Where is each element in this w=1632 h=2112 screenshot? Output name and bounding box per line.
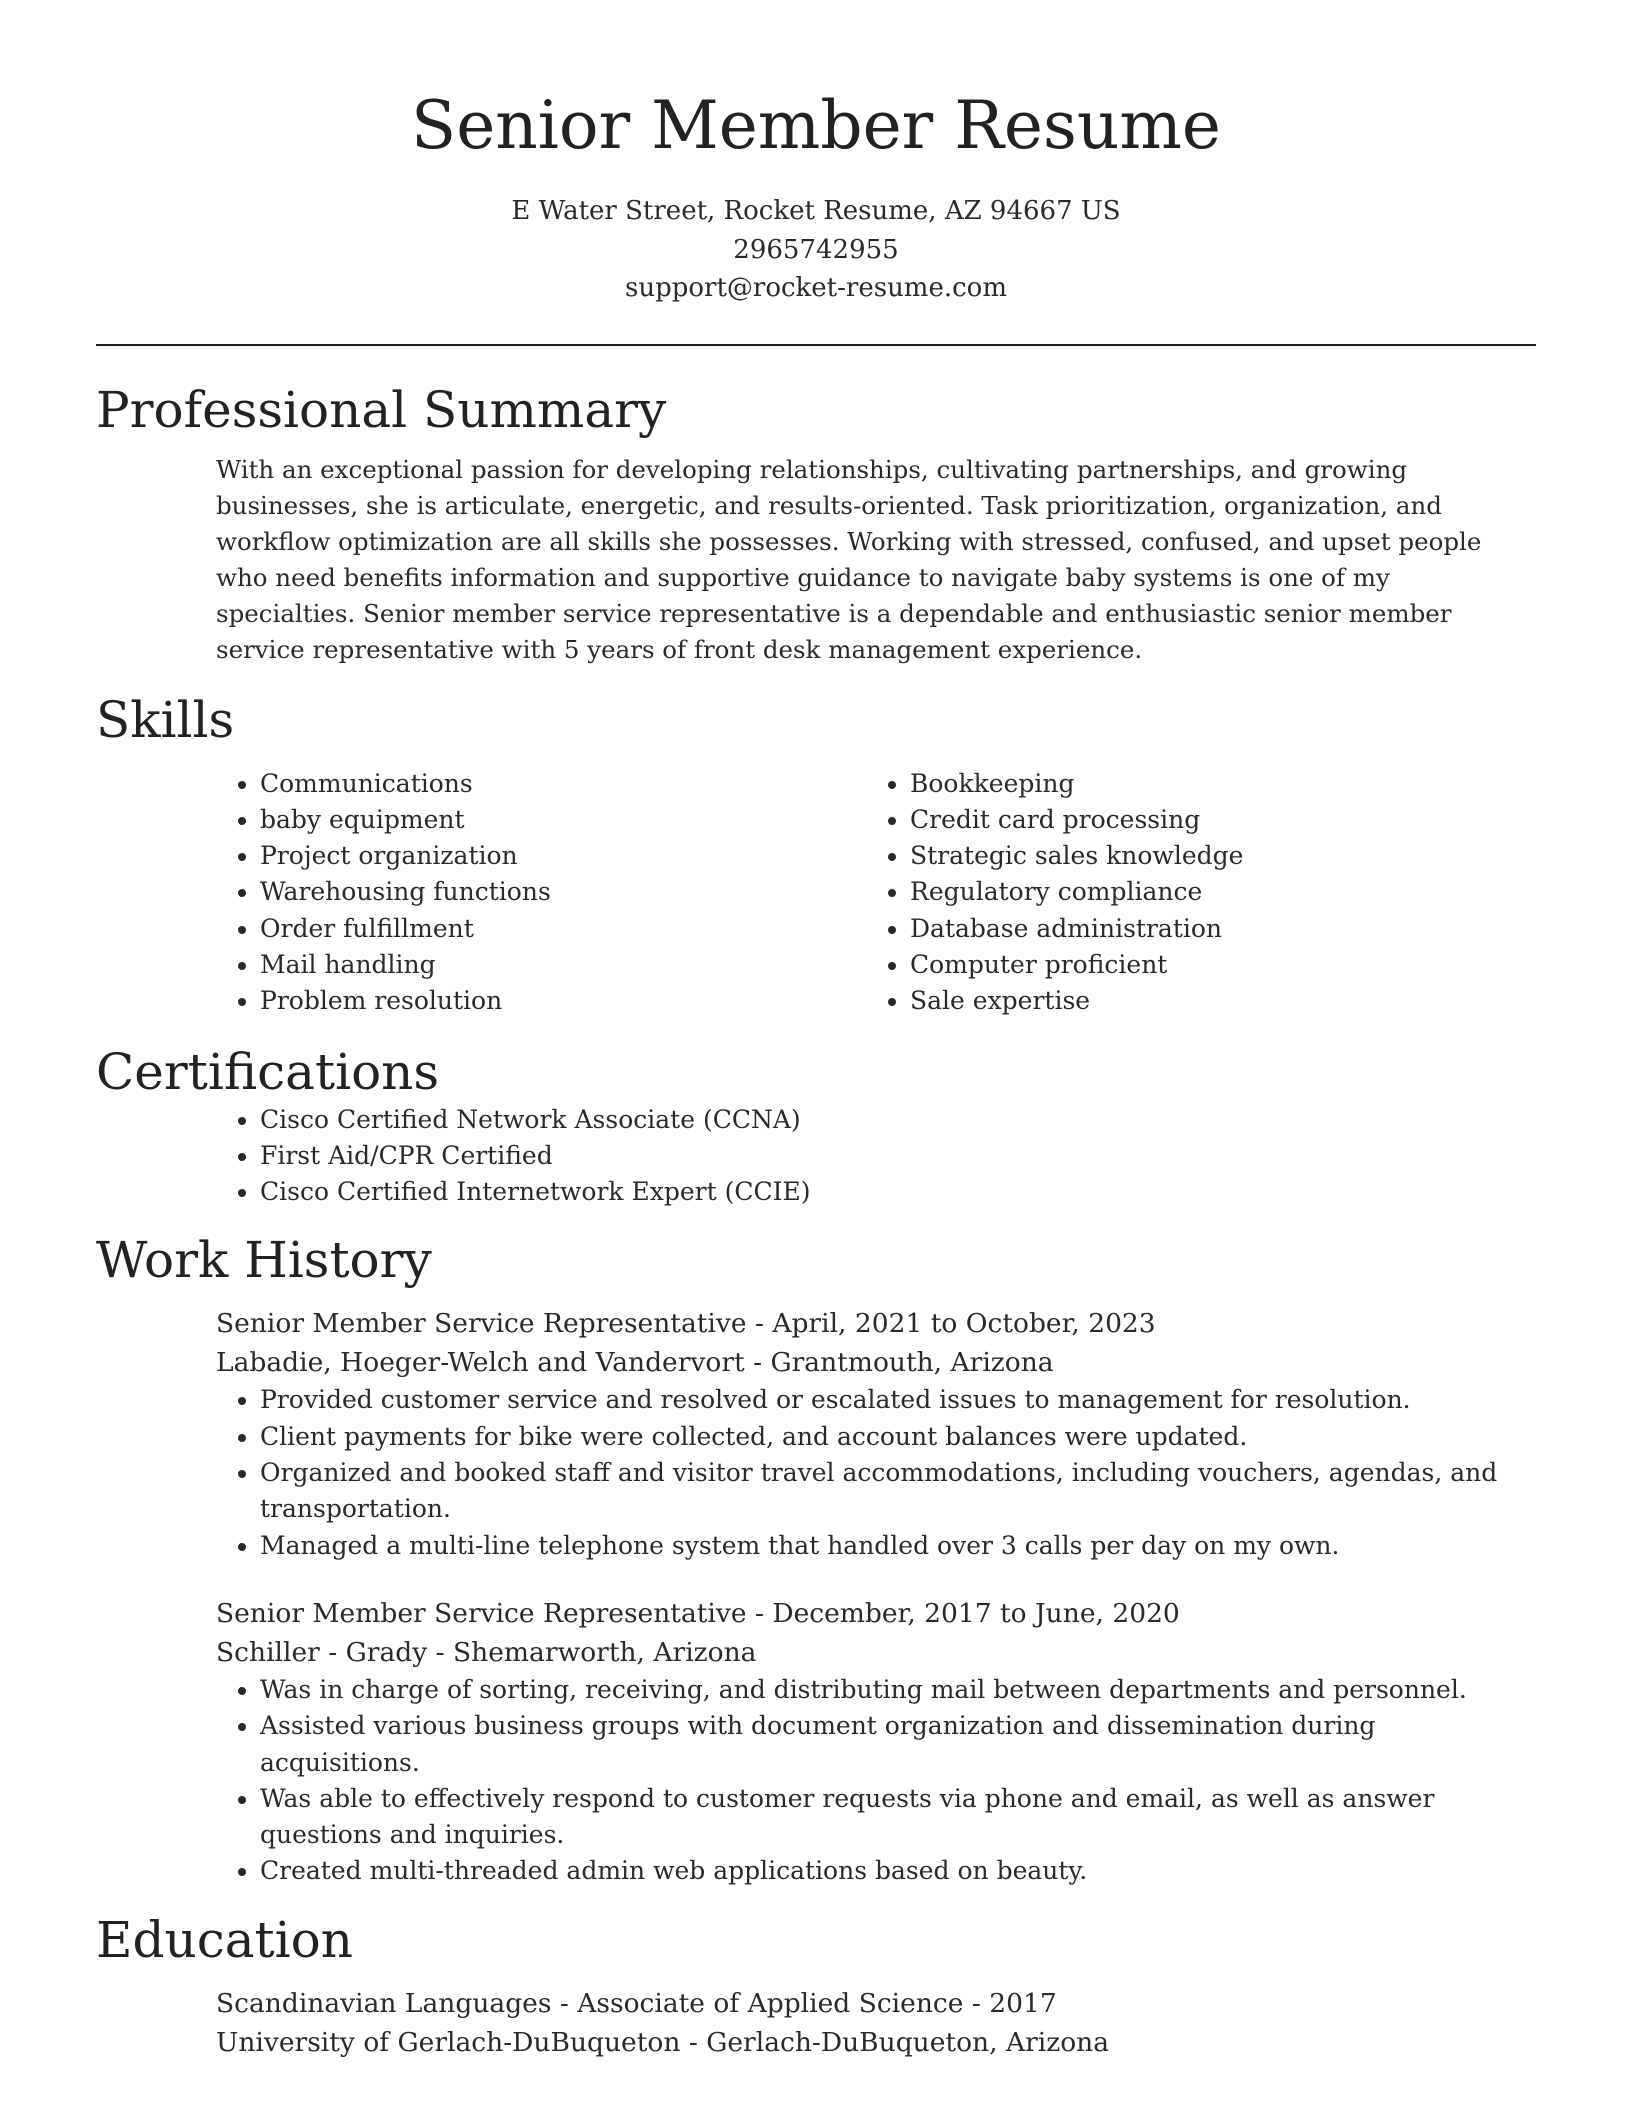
skill-item: • Mail handling bbox=[260, 947, 866, 983]
address: E Water Street, Rocket Resume, AZ 94667 US bbox=[511, 196, 1121, 226]
skill-item: • Database administration bbox=[910, 911, 1516, 947]
resume-title: Senior Member Resume bbox=[411, 87, 1221, 164]
job-dates: - April, 2021 to October, 2023 bbox=[746, 1308, 1156, 1340]
phone: 2965742955 bbox=[733, 234, 899, 265]
resume-header bbox=[96, 0, 1536, 308]
job-bullet: • Was able to effectively respond to customer requests via phone and email, as well as answer questions and inquiries. bbox=[260, 1781, 1536, 1854]
skills-heading: Skills bbox=[96, 690, 235, 749]
job-entry bbox=[96, 1594, 1536, 1890]
job-location: - Shemarworth, Arizona bbox=[427, 1636, 757, 1668]
job-company-line bbox=[216, 1633, 1536, 1672]
certification-item: • Cisco Certified Internetwork Expert (CCIE) bbox=[260, 1174, 1536, 1210]
education-section bbox=[96, 1910, 1536, 2062]
skill-item: • Sale expertise bbox=[910, 983, 1516, 1019]
work-history-section bbox=[96, 1230, 1536, 1889]
certifications-section bbox=[96, 1042, 1536, 1211]
skill-item: • baby equipment bbox=[260, 802, 866, 838]
header-divider bbox=[96, 344, 1536, 346]
job-bullets bbox=[216, 1382, 1536, 1563]
email: support@rocket-resume.com bbox=[624, 273, 1007, 303]
skill-item: • Communications bbox=[260, 766, 866, 802]
contact-info bbox=[96, 192, 1536, 308]
skills-section bbox=[96, 690, 1536, 1020]
education-location: - Gerlach-DuBuqueton, Arizona bbox=[680, 2026, 1110, 2058]
job-title: Senior Member Service Representative bbox=[216, 1597, 747, 1629]
summary-heading: Professional Summary bbox=[96, 380, 667, 439]
job-entry bbox=[96, 1304, 1536, 1563]
skill-item: • Computer proficient bbox=[910, 947, 1516, 983]
skill-item: • Order fulfillment bbox=[260, 911, 866, 947]
education-heading: Education bbox=[96, 1910, 353, 1969]
education-degree-line bbox=[216, 1984, 1536, 2023]
job-bullet: • Was in charge of sorting, receiving, and distributing mail between departments and personnel. bbox=[260, 1672, 1536, 1708]
summary-section bbox=[96, 380, 1536, 668]
skill-item: • Project organization bbox=[260, 838, 866, 874]
job-bullet: • Assisted various business groups with document organization and dissemination during acquisitions. bbox=[260, 1708, 1536, 1781]
skill-item: • Bookkeeping bbox=[910, 766, 1516, 802]
job-title: Senior Member Service Representative bbox=[216, 1308, 747, 1340]
skills-column-right bbox=[866, 766, 1516, 1020]
education-school: University of Gerlach-DuBuqueton bbox=[216, 2026, 681, 2058]
job-title-line bbox=[216, 1304, 1536, 1343]
job-bullet: • Client payments for bike were collected, and account balances were updated. bbox=[260, 1419, 1536, 1455]
work-history-heading: Work History bbox=[96, 1231, 432, 1290]
job-bullets bbox=[216, 1672, 1536, 1890]
education-school-line bbox=[216, 2023, 1536, 2062]
job-bullet: • Managed a multi-line telephone system that handled over 3 calls per day on my own. bbox=[260, 1528, 1536, 1564]
job-dates: - December, 2017 to June, 2020 bbox=[746, 1597, 1180, 1629]
job-company: Labadie, Hoeger-Welch and Vandervort bbox=[216, 1347, 745, 1379]
certifications-list bbox=[216, 1102, 1536, 1211]
job-company-line bbox=[216, 1343, 1536, 1382]
certification-item: • First Aid/CPR Certified bbox=[260, 1138, 1536, 1174]
education-entry bbox=[96, 1984, 1536, 2062]
skill-item: • Credit card processing bbox=[910, 802, 1516, 838]
certification-item: • Cisco Certified Network Associate (CCNA) bbox=[260, 1102, 1536, 1138]
skill-item: • Problem resolution bbox=[260, 983, 866, 1019]
education-degree: - Associate of Applied Science - 2017 bbox=[551, 1987, 1057, 2019]
skill-item: • Warehousing functions bbox=[260, 874, 866, 910]
job-location: - Grantmouth, Arizona bbox=[744, 1347, 1054, 1379]
certifications-heading: Certifications bbox=[96, 1042, 440, 1101]
skill-item: • Strategic sales knowledge bbox=[910, 838, 1516, 874]
skills-column-left bbox=[216, 766, 866, 1020]
summary-text: With an exceptional passion for developing relationships, cultivating partnerships, and growing businesses, she is articulate, energetic, and results-oriented. Task prioritization, organization, and workflow optimization are all skills she possesses. Working with stressed, confused, and upset people who need benefits information and supportive guidance to navigate baby systems is one of my specialties. Senior member service representative is a dependable and enthusiastic senior member service representative with 5 years of front desk management experience. bbox=[216, 454, 1482, 664]
job-bullet: • Organized and booked staff and visitor travel accommodations, including vouchers, agendas, and transportation. bbox=[260, 1455, 1536, 1528]
job-bullet: • Created multi-threaded admin web applications based on beauty. bbox=[260, 1853, 1536, 1889]
skill-item: • Regulatory compliance bbox=[910, 874, 1516, 910]
job-company: Schiller - Grady bbox=[216, 1636, 428, 1668]
job-bullet: • Provided customer service and resolved or escalated issues to management for resolution. bbox=[260, 1382, 1536, 1418]
job-title-line bbox=[216, 1594, 1536, 1633]
skills-grid bbox=[216, 766, 1536, 1020]
education-field: Scandinavian Languages bbox=[216, 1987, 552, 2019]
